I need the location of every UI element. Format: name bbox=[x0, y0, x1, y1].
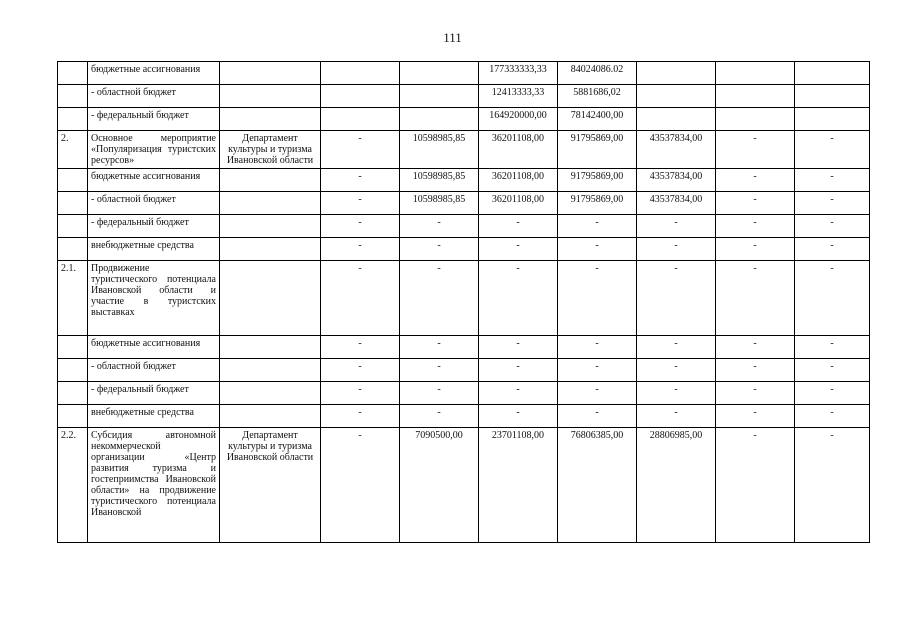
table-row bbox=[58, 108, 870, 131]
table-row bbox=[58, 405, 870, 428]
value-cell: - bbox=[795, 192, 870, 215]
executor-cell bbox=[220, 169, 321, 192]
value-cell: - bbox=[637, 261, 716, 336]
value-cell bbox=[795, 85, 870, 108]
value-cell: 84024086.02 bbox=[558, 62, 637, 85]
value-cell: - bbox=[558, 215, 637, 238]
executor-cell bbox=[220, 62, 321, 85]
value-cell: - bbox=[716, 336, 795, 359]
value-cell bbox=[400, 85, 479, 108]
value-cell: - bbox=[558, 405, 637, 428]
value-cell: - bbox=[321, 261, 400, 336]
value-cell: - bbox=[321, 192, 400, 215]
value-cell bbox=[321, 108, 400, 131]
value-cell bbox=[716, 62, 795, 85]
item-name-cell: бюджетные ассигнования bbox=[88, 336, 220, 359]
value-cell: - bbox=[479, 336, 558, 359]
value-cell: 36201108,00 bbox=[479, 192, 558, 215]
executor-cell bbox=[220, 261, 321, 336]
executor-cell bbox=[220, 382, 321, 405]
item-number-cell bbox=[58, 169, 88, 192]
value-cell: - bbox=[558, 238, 637, 261]
item-number-cell bbox=[58, 108, 88, 131]
value-cell: 78142400,00 bbox=[558, 108, 637, 131]
item-number-cell: 2. bbox=[58, 131, 88, 169]
value-cell: - bbox=[795, 238, 870, 261]
item-name-cell: Субсидия автономной некоммерческой организации «Центр развития туризма и гостеприимства Ивановской области» на продвижение туристического потенциала Ивановской bbox=[88, 428, 220, 543]
value-cell: - bbox=[637, 405, 716, 428]
value-cell: 76806385,00 bbox=[558, 428, 637, 543]
value-cell: - bbox=[400, 382, 479, 405]
table-row bbox=[58, 85, 870, 108]
value-cell: - bbox=[479, 238, 558, 261]
table-row bbox=[58, 359, 870, 382]
executor-cell bbox=[220, 108, 321, 131]
value-cell: - bbox=[637, 336, 716, 359]
value-cell: - bbox=[321, 215, 400, 238]
item-name-cell: Продвижение туристического потенциала Ивановской области и участие в туристских выставках bbox=[88, 261, 220, 336]
item-number-cell bbox=[58, 336, 88, 359]
value-cell: 43537834,00 bbox=[637, 169, 716, 192]
value-cell: - bbox=[558, 382, 637, 405]
value-cell: - bbox=[716, 382, 795, 405]
value-cell: 5881686,02 bbox=[558, 85, 637, 108]
value-cell: 91795869,00 bbox=[558, 169, 637, 192]
value-cell bbox=[321, 85, 400, 108]
value-cell: - bbox=[637, 238, 716, 261]
value-cell: 10598985,85 bbox=[400, 169, 479, 192]
value-cell bbox=[716, 108, 795, 131]
value-cell: 7090500,00 bbox=[400, 428, 479, 543]
value-cell: - bbox=[400, 261, 479, 336]
value-cell: - bbox=[321, 428, 400, 543]
value-cell: - bbox=[795, 428, 870, 543]
value-cell bbox=[400, 108, 479, 131]
executor-cell bbox=[220, 336, 321, 359]
value-cell: - bbox=[321, 169, 400, 192]
table-row bbox=[58, 336, 870, 359]
value-cell: - bbox=[558, 261, 637, 336]
value-cell: - bbox=[400, 238, 479, 261]
value-cell: - bbox=[321, 238, 400, 261]
item-name-cell: - федеральный бюджет bbox=[88, 382, 220, 405]
item-name-cell: - областной бюджет bbox=[88, 359, 220, 382]
item-name-cell: Основное мероприятие «Популяризация туристских ресурсов» bbox=[88, 131, 220, 169]
item-number-cell: 2.2. bbox=[58, 428, 88, 543]
item-name-cell: - федеральный бюджет bbox=[88, 108, 220, 131]
value-cell: - bbox=[716, 169, 795, 192]
value-cell: - bbox=[795, 382, 870, 405]
value-cell: - bbox=[400, 405, 479, 428]
executor-cell: Департамент культуры и туризма Ивановской области bbox=[220, 131, 321, 169]
value-cell: 164920000,00 bbox=[479, 108, 558, 131]
executor-cell bbox=[220, 192, 321, 215]
value-cell: 177333333,33 bbox=[479, 62, 558, 85]
value-cell: 23701108,00 bbox=[479, 428, 558, 543]
value-cell: 36201108,00 bbox=[479, 169, 558, 192]
table-body bbox=[58, 62, 870, 543]
value-cell: - bbox=[558, 336, 637, 359]
value-cell: - bbox=[716, 192, 795, 215]
value-cell: - bbox=[716, 261, 795, 336]
item-number-cell: 2.1. bbox=[58, 261, 88, 336]
value-cell: - bbox=[637, 359, 716, 382]
executor-cell bbox=[220, 405, 321, 428]
table-row bbox=[58, 62, 870, 85]
item-name-cell: внебюджетные средства bbox=[88, 238, 220, 261]
value-cell: - bbox=[795, 336, 870, 359]
item-name-cell: внебюджетные средства bbox=[88, 405, 220, 428]
table-row bbox=[58, 238, 870, 261]
value-cell: - bbox=[795, 261, 870, 336]
value-cell: - bbox=[321, 336, 400, 359]
value-cell: - bbox=[795, 169, 870, 192]
value-cell: - bbox=[321, 382, 400, 405]
value-cell: - bbox=[479, 382, 558, 405]
value-cell bbox=[321, 62, 400, 85]
value-cell: - bbox=[716, 238, 795, 261]
table-row bbox=[58, 215, 870, 238]
value-cell bbox=[637, 85, 716, 108]
value-cell: - bbox=[479, 261, 558, 336]
value-cell: - bbox=[400, 336, 479, 359]
value-cell: - bbox=[795, 215, 870, 238]
value-cell: 10598985,85 bbox=[400, 192, 479, 215]
executor-cell bbox=[220, 238, 321, 261]
value-cell: - bbox=[716, 405, 795, 428]
item-number-cell bbox=[58, 215, 88, 238]
value-cell: - bbox=[637, 382, 716, 405]
value-cell: - bbox=[637, 215, 716, 238]
item-number-cell bbox=[58, 382, 88, 405]
page-number: 111 bbox=[443, 30, 462, 45]
value-cell: 43537834,00 bbox=[637, 131, 716, 169]
item-number-cell bbox=[58, 62, 88, 85]
item-number-cell bbox=[58, 192, 88, 215]
value-cell bbox=[400, 62, 479, 85]
value-cell: - bbox=[716, 215, 795, 238]
value-cell bbox=[795, 62, 870, 85]
value-cell: - bbox=[716, 359, 795, 382]
value-cell: - bbox=[400, 215, 479, 238]
value-cell: - bbox=[479, 405, 558, 428]
item-number-cell bbox=[58, 238, 88, 261]
value-cell: - bbox=[321, 131, 400, 169]
value-cell: 91795869,00 bbox=[558, 192, 637, 215]
value-cell bbox=[637, 108, 716, 131]
value-cell: 28806985,00 bbox=[637, 428, 716, 543]
value-cell bbox=[795, 108, 870, 131]
value-cell: - bbox=[479, 359, 558, 382]
item-name-cell: бюджетные ассигнования bbox=[88, 62, 220, 85]
table-row bbox=[58, 192, 870, 215]
value-cell: 91795869,00 bbox=[558, 131, 637, 169]
item-number-cell bbox=[58, 405, 88, 428]
item-name-cell: - федеральный бюджет bbox=[88, 215, 220, 238]
value-cell: - bbox=[795, 359, 870, 382]
table-row bbox=[58, 169, 870, 192]
table-row bbox=[58, 261, 870, 336]
value-cell: - bbox=[716, 428, 795, 543]
value-cell: - bbox=[400, 359, 479, 382]
value-cell: 10598985,85 bbox=[400, 131, 479, 169]
value-cell bbox=[716, 85, 795, 108]
executor-cell bbox=[220, 359, 321, 382]
value-cell: - bbox=[479, 215, 558, 238]
item-name-cell: - областной бюджет bbox=[88, 85, 220, 108]
item-number-cell bbox=[58, 359, 88, 382]
value-cell: 36201108,00 bbox=[479, 131, 558, 169]
value-cell: - bbox=[795, 131, 870, 169]
budget-table bbox=[57, 61, 870, 543]
value-cell: - bbox=[558, 359, 637, 382]
item-name-cell: бюджетные ассигнования bbox=[88, 169, 220, 192]
value-cell: 12413333,33 bbox=[479, 85, 558, 108]
value-cell: - bbox=[795, 405, 870, 428]
value-cell: - bbox=[716, 131, 795, 169]
value-cell: - bbox=[321, 405, 400, 428]
table-row bbox=[58, 131, 870, 169]
executor-cell bbox=[220, 215, 321, 238]
value-cell bbox=[637, 62, 716, 85]
table-row bbox=[58, 428, 870, 543]
executor-cell bbox=[220, 85, 321, 108]
item-name-cell: - областной бюджет bbox=[88, 192, 220, 215]
value-cell: - bbox=[321, 359, 400, 382]
table-row bbox=[58, 382, 870, 405]
item-number-cell bbox=[58, 85, 88, 108]
value-cell: 43537834,00 bbox=[637, 192, 716, 215]
executor-cell: Департамент культуры и туризма Ивановской области bbox=[220, 428, 321, 543]
